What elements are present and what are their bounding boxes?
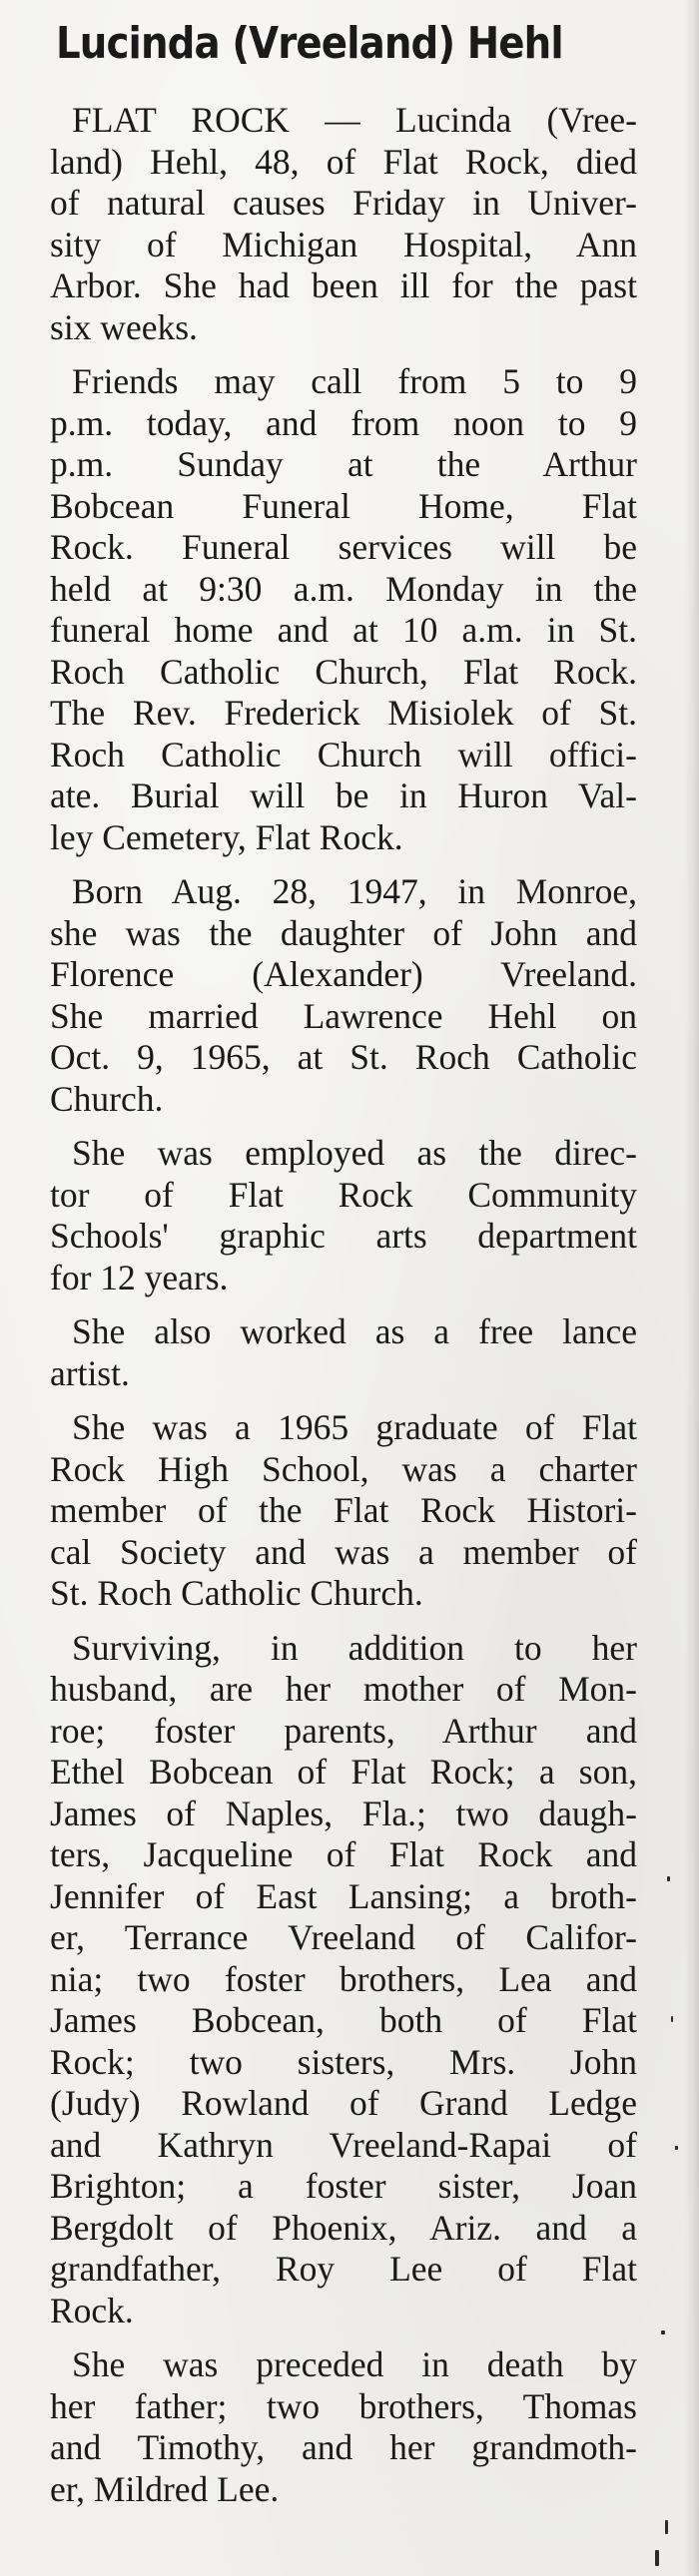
ink-speck bbox=[661, 2330, 665, 2334]
text-line: (Judy) Rowland of Grand Ledge bbox=[50, 2083, 637, 2123]
text-line: FLAT ROCK — Lucinda (Vree- bbox=[72, 100, 637, 140]
text-line: Arbor. She had been ill for the past bbox=[50, 265, 637, 305]
text-line: Friends may call from 5 to 9 bbox=[72, 361, 637, 401]
text-line: for 12 years. bbox=[50, 1257, 229, 1297]
text-line: of natural causes Friday in Univer- bbox=[50, 183, 637, 223]
text-line: p.m. Sunday at the Arthur bbox=[50, 444, 637, 484]
text-line: Florence (Alexander) Vreeland. bbox=[50, 954, 637, 994]
text-line: Jennifer of East Lansing; a broth- bbox=[50, 1875, 637, 1916]
text-line: Rock High School, was a charter bbox=[50, 1448, 637, 1489]
text-line: James Bobcean, both of Flat bbox=[50, 2000, 637, 2040]
text-line: Schools' graphic arts department bbox=[50, 1216, 637, 1256]
obituary-paragraph bbox=[50, 1407, 637, 1615]
text-line: sity of Michigan Hospital, Ann bbox=[50, 224, 637, 264]
obituary-paragraph bbox=[50, 1133, 637, 1298]
text-line: Ethel Bobcean of Flat Rock; a son, bbox=[50, 1752, 637, 1792]
obituary-paragraph bbox=[50, 871, 637, 1120]
text-line: nia; two foster brothers, Lea and bbox=[50, 1958, 637, 1999]
text-line: er, Mildred Lee. bbox=[50, 2468, 280, 2509]
text-line: She was employed as the direc- bbox=[72, 1133, 637, 1173]
ink-speck bbox=[655, 2550, 659, 2566]
text-line: Rock; two sisters, Mrs. John bbox=[50, 2041, 637, 2082]
text-line: six weeks. bbox=[50, 306, 198, 347]
text-line: Bobcean Funeral Home, Flat bbox=[50, 485, 637, 526]
obituary-paragraph bbox=[50, 1628, 637, 2332]
text-line: cal Society and was a member of bbox=[50, 1531, 637, 1572]
text-line: and Kathryn Vreeland-Rapai of bbox=[50, 2124, 637, 2165]
text-line: St. Roch Catholic Church. bbox=[50, 1573, 423, 1613]
ink-speck bbox=[671, 2016, 673, 2022]
text-line: p.m. today, and from noon to 9 bbox=[50, 402, 637, 443]
text-line: she was the daughter of John and bbox=[50, 912, 637, 953]
text-line: She was preceded in death by bbox=[72, 2344, 637, 2384]
text-line: Bergdolt of Phoenix, Ariz. and a bbox=[50, 2207, 637, 2248]
text-line: Brighton; a foster sister, Joan bbox=[50, 2166, 637, 2206]
obituary-headline: Lucinda (Vreeland) Hehl bbox=[56, 18, 563, 69]
text-line: tor of Flat Rock Community bbox=[50, 1174, 637, 1215]
text-line: She also worked as a free lance bbox=[72, 1311, 637, 1351]
text-line: Church. bbox=[50, 1078, 164, 1119]
paper-edge-shadow bbox=[685, 0, 699, 2576]
text-line: ate. Burial will be in Huron Val- bbox=[50, 775, 637, 815]
text-line: roe; foster parents, Arthur and bbox=[50, 1710, 637, 1751]
obituary-paragraph bbox=[50, 100, 637, 348]
text-line: Surviving, in addition to her bbox=[72, 1627, 637, 1668]
text-line: Roch Catholic Church, Flat Rock. bbox=[50, 651, 637, 692]
obituary-paragraph bbox=[50, 1311, 637, 1394]
ink-speck bbox=[665, 2520, 668, 2534]
text-line: ters, Jacqueline of Flat Rock and bbox=[50, 1834, 637, 1874]
text-line: Born Aug. 28, 1947, in Monroe, bbox=[72, 871, 637, 911]
ink-speck bbox=[675, 2146, 678, 2150]
obituary-body bbox=[50, 100, 637, 2523]
text-line: Roch Catholic Church will offici- bbox=[50, 734, 637, 774]
text-line: She married Lawrence Hehl on bbox=[50, 995, 637, 1036]
text-line: artist. bbox=[50, 1352, 130, 1393]
text-line: er, Terrance Vreeland of Califor- bbox=[50, 1917, 637, 1957]
text-line: James of Naples, Fla.; two daugh- bbox=[50, 1793, 637, 1833]
text-line: grandfather, Roy Lee of Flat bbox=[50, 2249, 637, 2289]
text-line: Rock. Funeral services will be bbox=[50, 527, 637, 567]
text-line: member of the Flat Rock Histori- bbox=[50, 1490, 637, 1530]
text-line: funeral home and at 10 a.m. in St. bbox=[50, 610, 637, 650]
text-line: The Rev. Frederick Misiolek of St. bbox=[50, 693, 637, 733]
ink-speck bbox=[667, 1876, 670, 1881]
obituary-paragraph bbox=[50, 361, 637, 858]
text-line: Rock. bbox=[50, 2290, 134, 2330]
text-line: held at 9:30 a.m. Monday in the bbox=[50, 568, 637, 609]
text-line: land) Hehl, 48, of Flat Rock, died bbox=[50, 141, 637, 182]
text-line: She was a 1965 graduate of Flat bbox=[72, 1407, 637, 1447]
text-line: husband, are her mother of Mon- bbox=[50, 1669, 637, 1709]
text-line: ley Cemetery, Flat Rock. bbox=[50, 816, 403, 857]
text-line: Oct. 9, 1965, at St. Roch Catholic bbox=[50, 1037, 637, 1077]
text-line: and Timothy, and her grandmoth- bbox=[50, 2427, 637, 2467]
obituary-paragraph bbox=[50, 2344, 637, 2510]
text-line: her father; two brothers, Thomas bbox=[50, 2385, 637, 2426]
